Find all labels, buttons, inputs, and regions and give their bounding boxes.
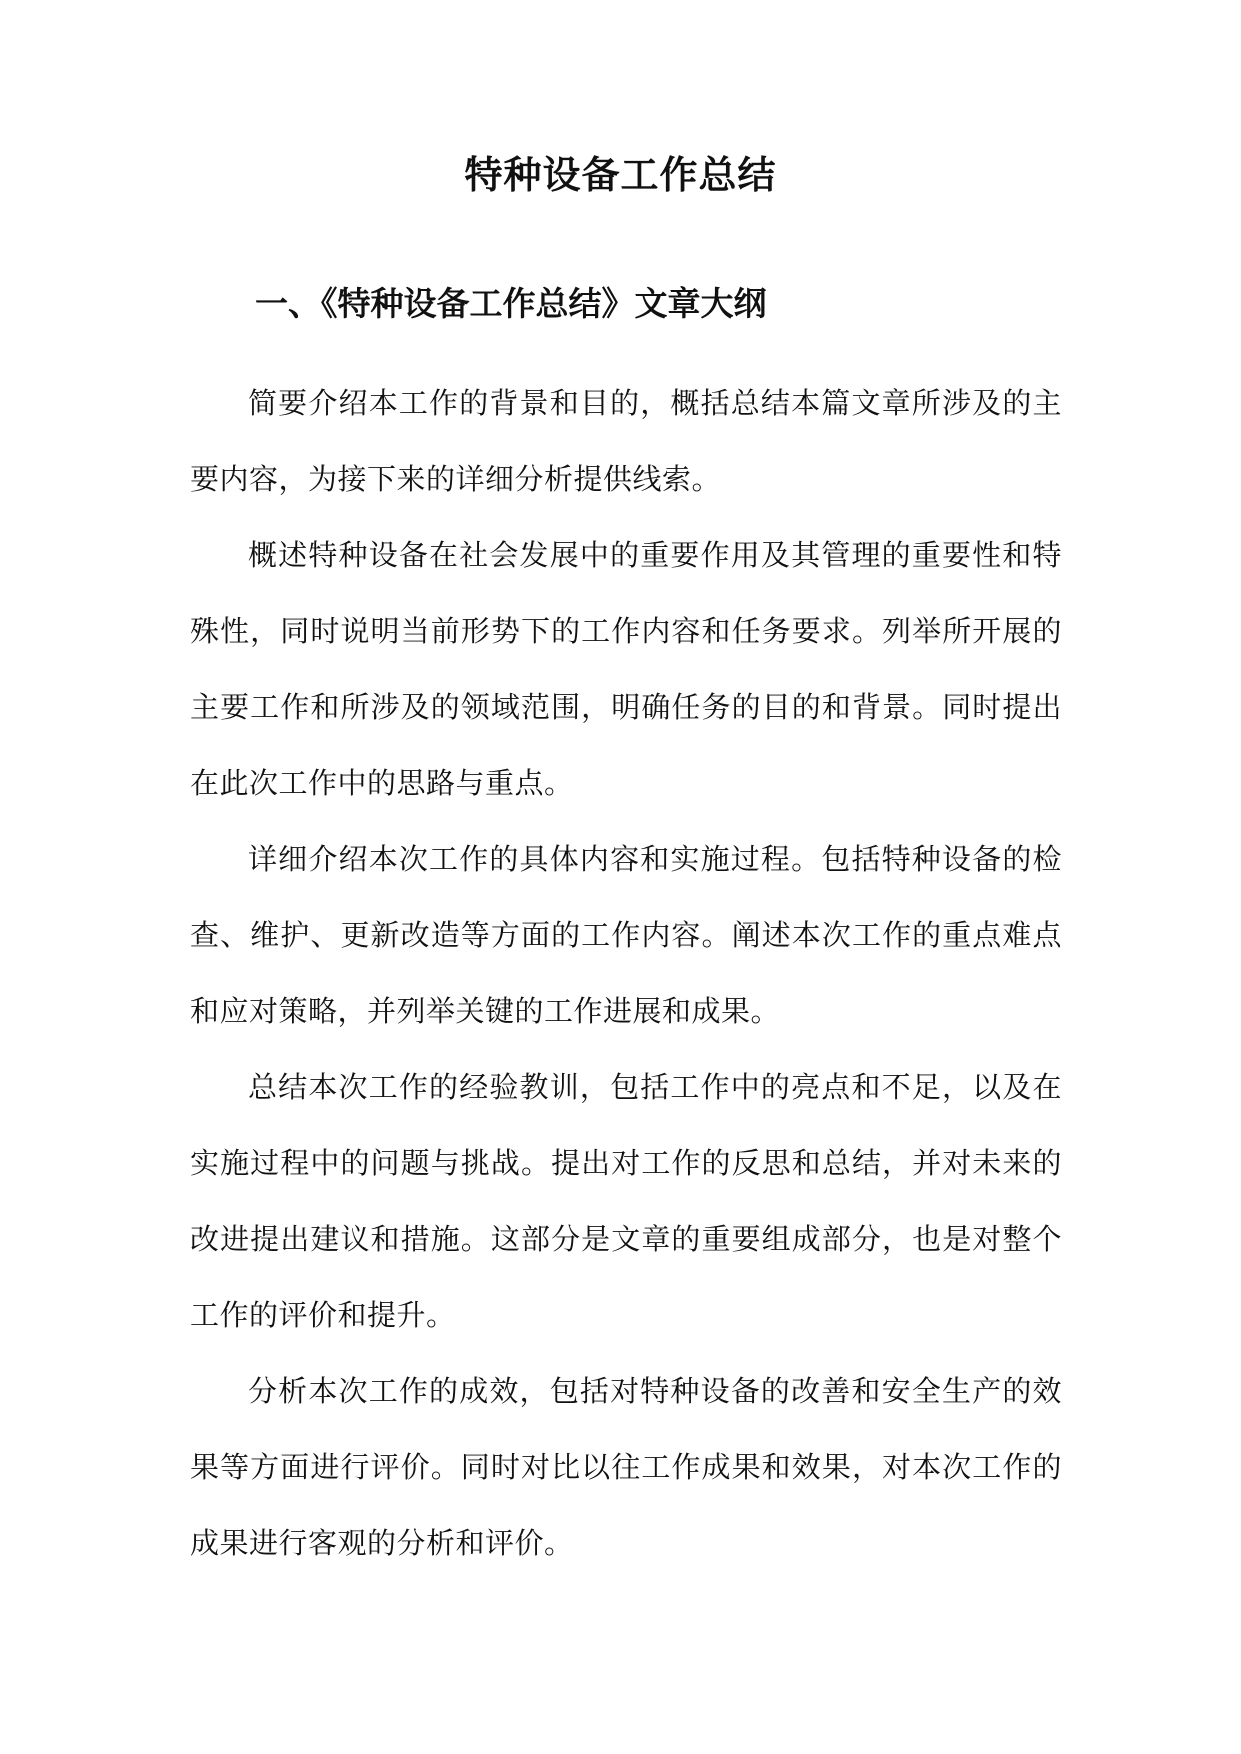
section-heading: 一、《特种设备工作总结》文章大纲	[255, 284, 767, 323]
paragraph-3: 详细介绍本次工作的具体内容和实施过程。包括特种设备的检查、维护、更新改造等方面的工作内容。阐述本次工作的重点难点和应对策略，并列举关键的工作进展和成果。	[190, 842, 1062, 1028]
paragraph-1: 简要介绍本工作的背景和目的，概括总结本篇文章所涉及的主要内容，为接下来的详细分析提供线索。	[190, 386, 1062, 496]
document-body	[190, 365, 1062, 1581]
paragraph-4: 总结本次工作的经验教训，包括工作中的亮点和不足，以及在实施过程中的问题与挑战。提出对工作的反思和总结，并对未来的改进提出建议和措施。这部分是文章的重要组成部分，也是对整个工作的评价和提升。	[190, 1070, 1062, 1332]
document-title: 特种设备工作总结	[464, 152, 777, 197]
paragraph-2: 概述特种设备在社会发展中的重要作用及其管理的重要性和特殊性，同时说明当前形势下的工作内容和任务要求。列举所开展的主要工作和所涉及的领域范围，明确任务的目的和背景。同时提出在此次工作中的思路与重点。	[190, 538, 1062, 800]
paragraph-5: 分析本次工作的成效，包括对特种设备的改善和安全生产的效果等方面进行评价。同时对比以往工作成果和效果，对本次工作的成果进行客观的分析和评价。	[190, 1374, 1062, 1560]
